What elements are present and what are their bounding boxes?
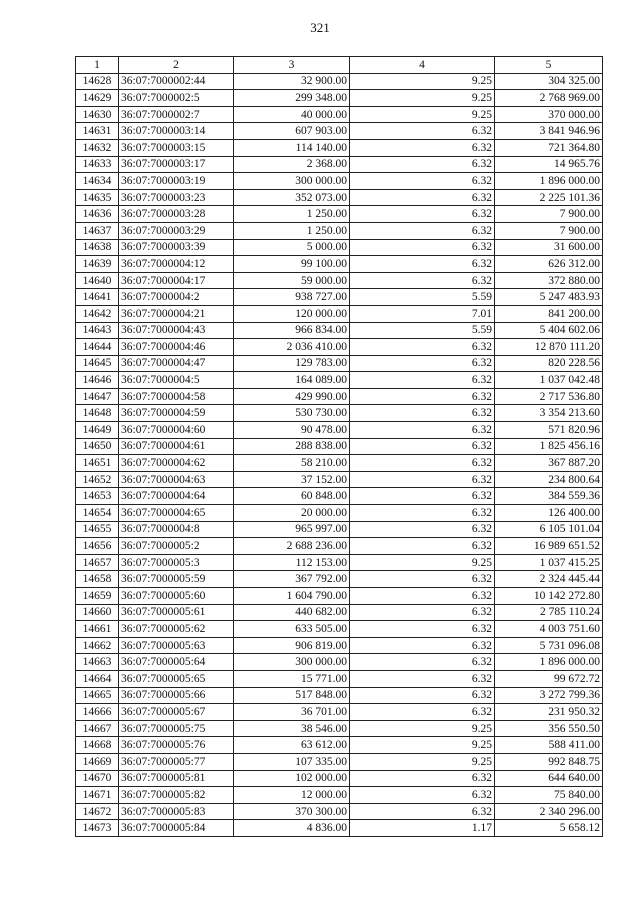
value-cell: 3 354 213.60: [495, 405, 603, 422]
value-cell: 2 340 296.00: [495, 803, 603, 820]
area-cell: 63 612.00: [234, 737, 350, 754]
rate-cell: 6.32: [350, 670, 495, 687]
area-cell: 102 000.00: [234, 770, 350, 787]
value-cell: 234 800.64: [495, 471, 603, 488]
cadastral-number-cell: 36:07:7000004:46: [119, 339, 234, 356]
area-cell: 36 701.00: [234, 704, 350, 721]
area-cell: 99 100.00: [234, 256, 350, 273]
area-cell: 4 836.00: [234, 820, 350, 837]
row-number-cell: 14671: [76, 787, 119, 804]
area-cell: 5 000.00: [234, 239, 350, 256]
rate-cell: 6.32: [350, 372, 495, 389]
table-row: [76, 106, 603, 123]
area-cell: 114 140.00: [234, 139, 350, 156]
value-cell: 7 900.00: [495, 206, 603, 223]
rate-cell: 6.32: [350, 438, 495, 455]
table-row: [76, 588, 603, 605]
rate-cell: 6.32: [350, 256, 495, 273]
row-number-cell: 14635: [76, 189, 119, 206]
cadastral-number-cell: 36:07:7000005:3: [119, 554, 234, 571]
cadastral-number-cell: 36:07:7000005:77: [119, 753, 234, 770]
area-cell: 120 000.00: [234, 305, 350, 322]
cadastral-number-cell: 36:07:7000005:67: [119, 704, 234, 721]
area-cell: 2 688 236.00: [234, 538, 350, 555]
area-cell: 906 819.00: [234, 637, 350, 654]
row-number-cell: 14650: [76, 438, 119, 455]
table-row: [76, 720, 603, 737]
data-table: [75, 56, 603, 837]
cadastral-number-cell: 36:07:7000005:59: [119, 571, 234, 588]
row-number-cell: 14643: [76, 322, 119, 339]
value-cell: 3 272 799.36: [495, 687, 603, 704]
table-row: [76, 737, 603, 754]
value-cell: 1 896 000.00: [495, 173, 603, 190]
table-row: [76, 571, 603, 588]
cadastral-number-cell: 36:07:7000005:75: [119, 720, 234, 737]
value-cell: 2 225 101.36: [495, 189, 603, 206]
table-row: [76, 704, 603, 721]
row-number-cell: 14666: [76, 704, 119, 721]
table-row: [76, 73, 603, 90]
row-number-cell: 14636: [76, 206, 119, 223]
rate-cell: 6.32: [350, 139, 495, 156]
value-cell: 31 600.00: [495, 239, 603, 256]
cadastral-number-cell: 36:07:7000005:66: [119, 687, 234, 704]
row-number-cell: 14657: [76, 554, 119, 571]
table-row: [76, 787, 603, 804]
value-cell: 644 640.00: [495, 770, 603, 787]
rate-cell: 6.32: [350, 222, 495, 239]
cadastral-number-cell: 36:07:7000004:60: [119, 422, 234, 439]
value-cell: 99 672.72: [495, 670, 603, 687]
table-row: [76, 206, 603, 223]
rate-cell: 6.32: [350, 173, 495, 190]
area-cell: 370 300.00: [234, 803, 350, 820]
area-cell: 440 682.00: [234, 604, 350, 621]
cadastral-number-cell: 36:07:7000005:60: [119, 588, 234, 605]
value-cell: 1 825 456.16: [495, 438, 603, 455]
area-cell: 40 000.00: [234, 106, 350, 123]
page-number: 321: [310, 20, 330, 35]
cadastral-number-cell: 36:07:7000002:5: [119, 90, 234, 107]
value-cell: 1 896 000.00: [495, 654, 603, 671]
cadastral-number-cell: 36:07:7000005:2: [119, 538, 234, 555]
table-row: [76, 803, 603, 820]
value-cell: 16 989 651.52: [495, 538, 603, 555]
row-number-cell: 14660: [76, 604, 119, 621]
table-row: [76, 687, 603, 704]
rate-cell: 9.25: [350, 720, 495, 737]
cadastral-number-cell: 36:07:7000004:21: [119, 305, 234, 322]
row-number-cell: 14648: [76, 405, 119, 422]
row-number-cell: 14640: [76, 272, 119, 289]
cadastral-number-cell: 36:07:7000003:29: [119, 222, 234, 239]
area-cell: 15 771.00: [234, 670, 350, 687]
table-row: [76, 554, 603, 571]
cadastral-number-cell: 36:07:7000004:8: [119, 521, 234, 538]
row-number-cell: 14632: [76, 139, 119, 156]
value-cell: 721 364.80: [495, 139, 603, 156]
area-cell: 37 152.00: [234, 471, 350, 488]
value-cell: 588 411.00: [495, 737, 603, 754]
row-number-cell: 14629: [76, 90, 119, 107]
rate-cell: 6.32: [350, 538, 495, 555]
table-row: [76, 471, 603, 488]
value-cell: 6 105 101.04: [495, 521, 603, 538]
rate-cell: 9.25: [350, 554, 495, 571]
rate-cell: 6.32: [350, 588, 495, 605]
rate-cell: 6.32: [350, 206, 495, 223]
value-cell: 367 887.20: [495, 455, 603, 472]
table-row: [76, 604, 603, 621]
area-cell: 966 834.00: [234, 322, 350, 339]
area-cell: 2 368.00: [234, 156, 350, 173]
row-number-cell: 14667: [76, 720, 119, 737]
value-cell: 2 717 536.80: [495, 388, 603, 405]
table-row: [76, 355, 603, 372]
cadastral-number-cell: 36:07:7000005:63: [119, 637, 234, 654]
cadastral-number-cell: 36:07:7000004:17: [119, 272, 234, 289]
area-cell: 938 727.00: [234, 289, 350, 306]
area-cell: 607 903.00: [234, 123, 350, 140]
value-cell: 14 965.76: [495, 156, 603, 173]
area-cell: 59 000.00: [234, 272, 350, 289]
table-row: [76, 123, 603, 140]
rate-cell: 6.32: [350, 654, 495, 671]
table-row: [76, 90, 603, 107]
rate-cell: 6.32: [350, 239, 495, 256]
table-row: [76, 305, 603, 322]
row-number-cell: 14642: [76, 305, 119, 322]
rate-cell: 9.25: [350, 737, 495, 754]
value-cell: 5 731 096.08: [495, 637, 603, 654]
area-cell: 1 250.00: [234, 206, 350, 223]
cadastral-number-cell: 36:07:7000005:64: [119, 654, 234, 671]
cadastral-number-cell: 36:07:7000004:64: [119, 488, 234, 505]
area-cell: 60 848.00: [234, 488, 350, 505]
row-number-cell: 14668: [76, 737, 119, 754]
row-number-cell: 14641: [76, 289, 119, 306]
cadastral-number-cell: 36:07:7000004:58: [119, 388, 234, 405]
row-number-cell: 14631: [76, 123, 119, 140]
row-number-cell: 14645: [76, 355, 119, 372]
value-cell: 75 840.00: [495, 787, 603, 804]
rate-cell: 9.25: [350, 106, 495, 123]
cadastral-number-cell: 36:07:7000004:61: [119, 438, 234, 455]
area-cell: 90 478.00: [234, 422, 350, 439]
cadastral-number-cell: 36:07:7000003:23: [119, 189, 234, 206]
table-row: [76, 156, 603, 173]
rate-cell: 6.32: [350, 803, 495, 820]
table-row: [76, 820, 603, 837]
row-number-cell: 14669: [76, 753, 119, 770]
cadastral-number-cell: 36:07:7000004:43: [119, 322, 234, 339]
value-cell: 384 559.36: [495, 488, 603, 505]
value-cell: 1 037 415.25: [495, 554, 603, 571]
value-cell: 4 003 751.60: [495, 621, 603, 638]
table-row: [76, 339, 603, 356]
rate-cell: 5.59: [350, 289, 495, 306]
data-table-body: [76, 57, 603, 837]
row-number-cell: 14649: [76, 422, 119, 439]
table-row: [76, 538, 603, 555]
rate-cell: 6.32: [350, 787, 495, 804]
table-row: [76, 405, 603, 422]
value-cell: 5 247 483.93: [495, 289, 603, 306]
row-number-cell: 14664: [76, 670, 119, 687]
table-row: [76, 670, 603, 687]
header-row: [76, 57, 603, 74]
row-number-cell: 14634: [76, 173, 119, 190]
rate-cell: 1.17: [350, 820, 495, 837]
row-number-cell: 14638: [76, 239, 119, 256]
table-row: [76, 173, 603, 190]
column-header-2: 2: [119, 57, 234, 74]
rate-cell: 6.32: [350, 571, 495, 588]
rate-cell: 6.32: [350, 422, 495, 439]
cadastral-number-cell: 36:07:7000005:65: [119, 670, 234, 687]
row-number-cell: 14670: [76, 770, 119, 787]
area-cell: 107 335.00: [234, 753, 350, 770]
table-row: [76, 770, 603, 787]
cadastral-number-cell: 36:07:7000004:47: [119, 355, 234, 372]
value-cell: 626 312.00: [495, 256, 603, 273]
rate-cell: 6.32: [350, 687, 495, 704]
rate-cell: 6.32: [350, 604, 495, 621]
cadastral-number-cell: 36:07:7000005:76: [119, 737, 234, 754]
rate-cell: 6.32: [350, 704, 495, 721]
table-row: [76, 372, 603, 389]
row-number-cell: 14672: [76, 803, 119, 820]
rate-cell: 9.25: [350, 753, 495, 770]
column-header-3: 3: [234, 57, 350, 74]
row-number-cell: 14662: [76, 637, 119, 654]
rate-cell: 9.25: [350, 90, 495, 107]
cadastral-number-cell: 36:07:7000005:62: [119, 621, 234, 638]
value-cell: 304 325.00: [495, 73, 603, 90]
value-cell: 2 324 445.44: [495, 571, 603, 588]
rate-cell: 6.32: [350, 339, 495, 356]
table-row: [76, 222, 603, 239]
table-row: [76, 289, 603, 306]
rate-cell: 6.32: [350, 388, 495, 405]
area-cell: 352 073.00: [234, 189, 350, 206]
table-row: [76, 139, 603, 156]
cadastral-number-cell: 36:07:7000005:82: [119, 787, 234, 804]
row-number-cell: 14652: [76, 471, 119, 488]
cadastral-number-cell: 36:07:7000004:63: [119, 471, 234, 488]
value-cell: 841 200.00: [495, 305, 603, 322]
area-cell: 38 546.00: [234, 720, 350, 737]
row-number-cell: 14654: [76, 505, 119, 522]
value-cell: 356 550.50: [495, 720, 603, 737]
table-row: [76, 621, 603, 638]
column-header-4: 4: [350, 57, 495, 74]
cadastral-number-cell: 36:07:7000004:62: [119, 455, 234, 472]
column-header-1: 1: [76, 57, 119, 74]
area-cell: 530 730.00: [234, 405, 350, 422]
rate-cell: 6.32: [350, 637, 495, 654]
area-cell: 112 153.00: [234, 554, 350, 571]
value-cell: 372 880.00: [495, 272, 603, 289]
value-cell: 12 870 111.20: [495, 339, 603, 356]
row-number-cell: 14656: [76, 538, 119, 555]
area-cell: 517 848.00: [234, 687, 350, 704]
row-number-cell: 14653: [76, 488, 119, 505]
table-row: [76, 256, 603, 273]
row-number-cell: 14663: [76, 654, 119, 671]
value-cell: 126 400.00: [495, 505, 603, 522]
row-number-cell: 14644: [76, 339, 119, 356]
row-number-cell: 14661: [76, 621, 119, 638]
area-cell: 367 792.00: [234, 571, 350, 588]
area-cell: 12 000.00: [234, 787, 350, 804]
area-cell: 288 838.00: [234, 438, 350, 455]
value-cell: 3 841 946.96: [495, 123, 603, 140]
table-row: [76, 388, 603, 405]
area-cell: 20 000.00: [234, 505, 350, 522]
area-cell: 2 036 410.00: [234, 339, 350, 356]
cadastral-number-cell: 36:07:7000004:59: [119, 405, 234, 422]
table-row: [76, 322, 603, 339]
rate-cell: 6.32: [350, 505, 495, 522]
area-cell: 633 505.00: [234, 621, 350, 638]
row-number-cell: 14646: [76, 372, 119, 389]
row-number-cell: 14655: [76, 521, 119, 538]
table-row: [76, 637, 603, 654]
area-cell: 1 250.00: [234, 222, 350, 239]
table-row: [76, 654, 603, 671]
row-number-cell: 14647: [76, 388, 119, 405]
table-row: [76, 239, 603, 256]
value-cell: 10 142 272.80: [495, 588, 603, 605]
rate-cell: 6.32: [350, 272, 495, 289]
cadastral-number-cell: 36:07:7000005:83: [119, 803, 234, 820]
rate-cell: 6.32: [350, 471, 495, 488]
rate-cell: 6.32: [350, 355, 495, 372]
rate-cell: 6.32: [350, 488, 495, 505]
table-row: [76, 422, 603, 439]
value-cell: 370 000.00: [495, 106, 603, 123]
rate-cell: 6.32: [350, 455, 495, 472]
value-cell: 231 950.32: [495, 704, 603, 721]
cadastral-number-cell: 36:07:7000004:12: [119, 256, 234, 273]
row-number-cell: 14628: [76, 73, 119, 90]
value-cell: 820 228.56: [495, 355, 603, 372]
area-cell: 58 210.00: [234, 455, 350, 472]
rate-cell: 6.32: [350, 189, 495, 206]
row-number-cell: 14651: [76, 455, 119, 472]
rate-cell: 6.32: [350, 123, 495, 140]
cadastral-number-cell: 36:07:7000002:44: [119, 73, 234, 90]
area-cell: 300 000.00: [234, 173, 350, 190]
table-row: [76, 438, 603, 455]
value-cell: 5 658.12: [495, 820, 603, 837]
row-number-cell: 14630: [76, 106, 119, 123]
value-cell: 571 820.96: [495, 422, 603, 439]
table-row: [76, 189, 603, 206]
row-number-cell: 14659: [76, 588, 119, 605]
cadastral-number-cell: 36:07:7000004:2: [119, 289, 234, 306]
row-number-cell: 14633: [76, 156, 119, 173]
row-number-cell: 14665: [76, 687, 119, 704]
rate-cell: 9.25: [350, 73, 495, 90]
cadastral-number-cell: 36:07:7000005:61: [119, 604, 234, 621]
cadastral-number-cell: 36:07:7000004:5: [119, 372, 234, 389]
rate-cell: 5.59: [350, 322, 495, 339]
value-cell: 1 037 042.48: [495, 372, 603, 389]
area-cell: 164 089.00: [234, 372, 350, 389]
cadastral-number-cell: 36:07:7000003:28: [119, 206, 234, 223]
rate-cell: 6.32: [350, 770, 495, 787]
table-row: [76, 455, 603, 472]
rate-cell: 6.32: [350, 621, 495, 638]
row-number-cell: 14673: [76, 820, 119, 837]
rate-cell: 6.32: [350, 405, 495, 422]
table-row: [76, 521, 603, 538]
value-cell: 7 900.00: [495, 222, 603, 239]
cadastral-number-cell: 36:07:7000003:19: [119, 173, 234, 190]
row-number-cell: 14639: [76, 256, 119, 273]
table-row: [76, 272, 603, 289]
value-cell: 5 404 602.06: [495, 322, 603, 339]
row-number-cell: 14658: [76, 571, 119, 588]
row-number-cell: 14637: [76, 222, 119, 239]
cadastral-number-cell: 36:07:7000005:84: [119, 820, 234, 837]
value-cell: 992 848.75: [495, 753, 603, 770]
cadastral-number-cell: 36:07:7000003:17: [119, 156, 234, 173]
area-cell: 1 604 790.00: [234, 588, 350, 605]
rate-cell: 6.32: [350, 521, 495, 538]
cadastral-number-cell: 36:07:7000002:7: [119, 106, 234, 123]
rate-cell: 6.32: [350, 156, 495, 173]
table-row: [76, 505, 603, 522]
cadastral-number-cell: 36:07:7000005:81: [119, 770, 234, 787]
cadastral-number-cell: 36:07:7000003:14: [119, 123, 234, 140]
area-cell: 299 348.00: [234, 90, 350, 107]
area-cell: 300 000.00: [234, 654, 350, 671]
cadastral-number-cell: 36:07:7000003:39: [119, 239, 234, 256]
area-cell: 129 783.00: [234, 355, 350, 372]
cadastral-number-cell: 36:07:7000004:65: [119, 505, 234, 522]
cadastral-number-cell: 36:07:7000003:15: [119, 139, 234, 156]
area-cell: 429 990.00: [234, 388, 350, 405]
table-row: [76, 753, 603, 770]
value-cell: 2 768 969.00: [495, 90, 603, 107]
area-cell: 32 900.00: [234, 73, 350, 90]
table-row: [76, 488, 603, 505]
area-cell: 965 997.00: [234, 521, 350, 538]
column-header-5: 5: [495, 57, 603, 74]
rate-cell: 7.01: [350, 305, 495, 322]
value-cell: 2 785 110.24: [495, 604, 603, 621]
